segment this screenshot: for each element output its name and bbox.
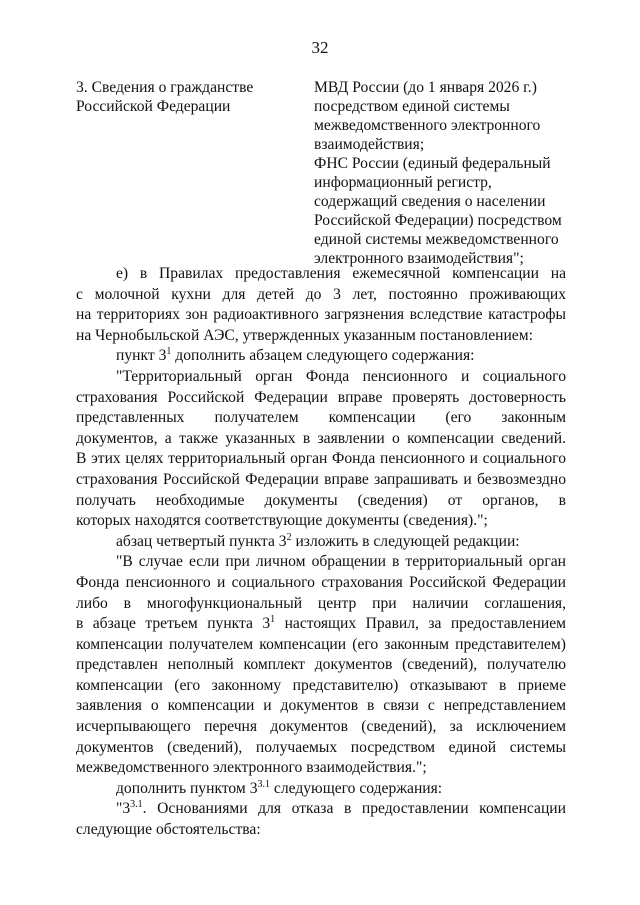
table-cell-line: Российской Федерации <box>76 98 231 115</box>
quote2-text: настоящих Правил, за предоставлением <box>275 615 566 633</box>
table-cell-line: 3. Сведения о гражданстве <box>76 79 254 96</box>
quote1-line: получать необходимые документы (сведения) от органов, в <box>76 491 566 509</box>
paragraph-e-line: на Чернобыльской АЭС, утвержденных указанным постановлением: <box>76 326 533 344</box>
quote2-line: представлен неполный комплект документов (сведений), получателю <box>76 656 566 674</box>
quote2-line: заявления о компенсации и документов в связи с непредставлением <box>76 697 566 715</box>
table-cell-line: посредством единой системы <box>314 98 510 115</box>
instruction-point-3-1 <box>76 346 566 367</box>
paragraph-e-line: на территориях зон радиоактивного загрязнения вследствие катастрофы <box>76 306 566 324</box>
quote1-line: В этих целях территориальный орган Фонда пенсионного и социального <box>76 450 566 468</box>
quote1-line: страхования Российской Федерации вправе запрашивать и безвозмездно <box>76 470 566 488</box>
quote3-text: . Основаниями для отказа в предоставлении компенсации <box>142 800 566 818</box>
quote2-line: Фонда пенсионного и социального страхования Российской Федерации <box>76 573 566 591</box>
quote2-line: компенсации (его законному представителю) отказывают в приеме <box>76 676 566 694</box>
quote1-line: представленных получателем компенсации (его законным <box>76 409 566 427</box>
quote2-text: в абзаце третьем пункта 3 <box>76 615 271 633</box>
superscript: 1 <box>166 346 172 358</box>
superscript: 3.1 <box>257 778 270 790</box>
quote1-line: "Территориальный орган Фонда пенсионного и социального <box>116 367 566 385</box>
quote3-line <box>76 799 566 820</box>
quote2-line: "В случае если при личном обращении в территориальный орган <box>116 553 566 571</box>
quote1-line: документов, а также указанных в заявлении о компенсации сведений. <box>76 429 566 447</box>
quote2-line: компенсации получателем компенсации (его законным представителем) <box>76 635 566 653</box>
table-cell-subject <box>76 78 296 116</box>
instruction-text: следующего содержания: <box>270 779 443 797</box>
paragraph-e-line: с молочной кухни для детей до 3 лет, постоянно проживающих <box>76 285 566 303</box>
table-cell-line: ФНС России (единый федеральный <box>314 155 551 172</box>
document-body <box>76 264 566 841</box>
instruction-text: дополнить абзацем следующего содержания: <box>171 347 475 365</box>
instruction-text: дополнить пунктом 3 <box>116 779 258 797</box>
table-cell-line: межведомственного электронного <box>314 117 541 134</box>
paragraph-e-line: е) в Правилах предоставления ежемесячной компенсации на <box>116 265 566 282</box>
instruction-text: пункт 3 <box>116 347 167 365</box>
table-cell-line: МВД России (до 1 января 2026 г.) <box>314 79 537 96</box>
quote2-line: межведомственного электронного взаимодействия."; <box>76 759 427 777</box>
quote2-line: документов (сведений), получаемых посредством единой системы <box>76 738 566 756</box>
table-cell-line: Российской Федерации) посредством <box>314 212 562 229</box>
quote1-line: которых находятся соответствующие документы (сведения)."; <box>76 512 488 530</box>
table-cell-line: взаимодействия; <box>314 136 425 153</box>
superscript: 2 <box>286 531 292 543</box>
page-number: 32 <box>311 38 329 57</box>
instruction-point-3-2 <box>76 532 566 553</box>
superscript: 3.1 <box>130 799 143 811</box>
quote3-text: "3 <box>116 800 131 818</box>
quote2-line: исчерпывающего перечня документов (сведений), за исключением <box>76 718 566 736</box>
quote2-line: либо в многофункциональный центр при наличии соглашения, <box>76 594 566 612</box>
table-cell-line: электронного взаимодействия"; <box>314 250 524 267</box>
table-cell-source <box>314 78 594 268</box>
instruction-text: абзац четвертый пункта 3 <box>116 532 287 550</box>
quote1-line: страхования Российской Федерации вправе проверять достоверность <box>76 388 566 406</box>
instruction-text: изложить в следующей редакции: <box>291 532 520 550</box>
table-cell-line: содержащий сведения о населении <box>314 193 546 210</box>
table-cell-line: информационный регистр, <box>314 174 492 191</box>
superscript: 1 <box>270 614 276 626</box>
instruction-point-3-3-1 <box>76 779 566 800</box>
quote3-line: следующие обстоятельства: <box>76 821 261 839</box>
quote2-line <box>76 614 566 635</box>
table-cell-line: единой системы межведомственного <box>314 231 559 248</box>
document-table-row <box>76 78 586 267</box>
